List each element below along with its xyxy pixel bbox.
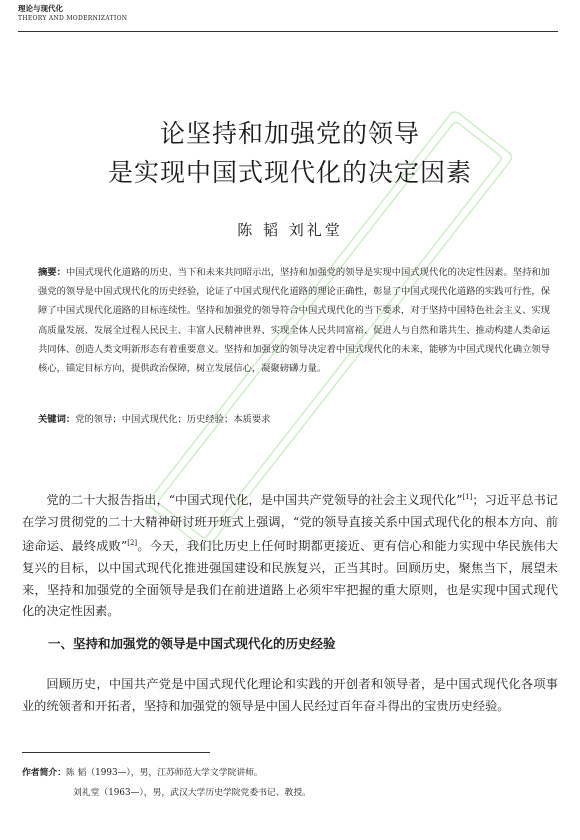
abstract-label: 摘要： bbox=[38, 267, 66, 278]
intro-paragraph bbox=[22, 487, 558, 623]
article-title-line2: 是实现中国式现代化的决定因素 bbox=[107, 158, 472, 187]
authors: 陈 韬 刘礼堂 bbox=[237, 221, 343, 239]
keywords-label: 关键词： bbox=[38, 414, 76, 425]
section-heading-1: 一、坚持和加强党的领导是中国式现代化的历史经验 bbox=[48, 636, 336, 651]
header-rule bbox=[18, 31, 558, 32]
footnote-author1: 陈 韬（1993—），男，江苏师范大学文学院讲师。 bbox=[66, 768, 263, 778]
citation-2: [2] bbox=[127, 539, 138, 548]
footnote-rule bbox=[22, 752, 210, 753]
keywords-text: 党的领导；中国式现代化；历史经验；本质要求 bbox=[75, 414, 271, 425]
journal-header bbox=[18, 4, 127, 23]
intro-text-a: 党的二十大报告指出，“中国式现代化，是中国共产党领导的社会主义现代化” bbox=[46, 493, 463, 508]
footnote-author2: 刘礼堂（1963—），男，武汉大学历史学院党委书记、教授。 bbox=[73, 788, 311, 798]
footnote-label: 作者简介： bbox=[22, 768, 66, 778]
abstract-text: 中国式现代化道路的历史、当下和未来共同昭示出，坚持和加强党的领导是实现中国式现代化的决定性因素。坚持和加强党的领导是中国式现代化的历史经验，论证了中国式现代化道路的理论正确性，彰显了中国式现代化道路的实践可行性，保障了中国式现代化道路的目标连续性。坚持和加强党的领导符合中国式现代化的当下要求，对于坚持中国特色社会主义、实现高质量发展、发展全过程人民民主、丰富人民精神世界、实现全体人民共同富裕、促进人与自然和谐共生、推动构建人类命运共同体、创造人类文明新形态有着重要意义。坚持和加强党的领导决定着中国式现代化的未来，能够为中国式现代化确立领导核心，锚定目标方向，提供政治保障，树立发展信心，凝聚磅礴力量。 bbox=[38, 267, 550, 375]
author-footnote bbox=[22, 763, 311, 803]
abstract bbox=[38, 263, 550, 378]
journal-name-en: THEORY AND MODERNIZATION bbox=[18, 15, 128, 22]
section1-paragraph: 回顾历史，中国共产党是中国式现代化理论和实践的开创者和领导者，是中国式现代化各项事业的统领者和开拓者，坚持和加强党的领导是中国人民经过百年奋斗得出的宝贵历史经验。 bbox=[22, 677, 558, 713]
intro-text-b: ；习近平总书记在学习贯彻党的二十大精神研讨班开班式上强调，“党的领导直接关系中国式现代化的根本方向、前途命运、最终成败” bbox=[22, 493, 558, 554]
journal-name-cn: 理论与现代化 bbox=[18, 4, 63, 13]
article-title-line1: 论坚持和加强党的领导 bbox=[159, 119, 420, 148]
keywords bbox=[38, 412, 550, 428]
citation-1: [1] bbox=[462, 493, 473, 501]
intro-text-c: 。今天，我们比历史上任何时期都更接近、更有信心和能力实现中华民族伟大复兴的目标，以中国式现代化推进强国建设和民族复兴，正当其时。回顾历史，聚焦当下，展望未来，坚持和加强党的全面领导是我们在前进道路上必须牢牢把握的重大原则，也是实现中国式现代化的决定性因素。 bbox=[22, 539, 558, 619]
